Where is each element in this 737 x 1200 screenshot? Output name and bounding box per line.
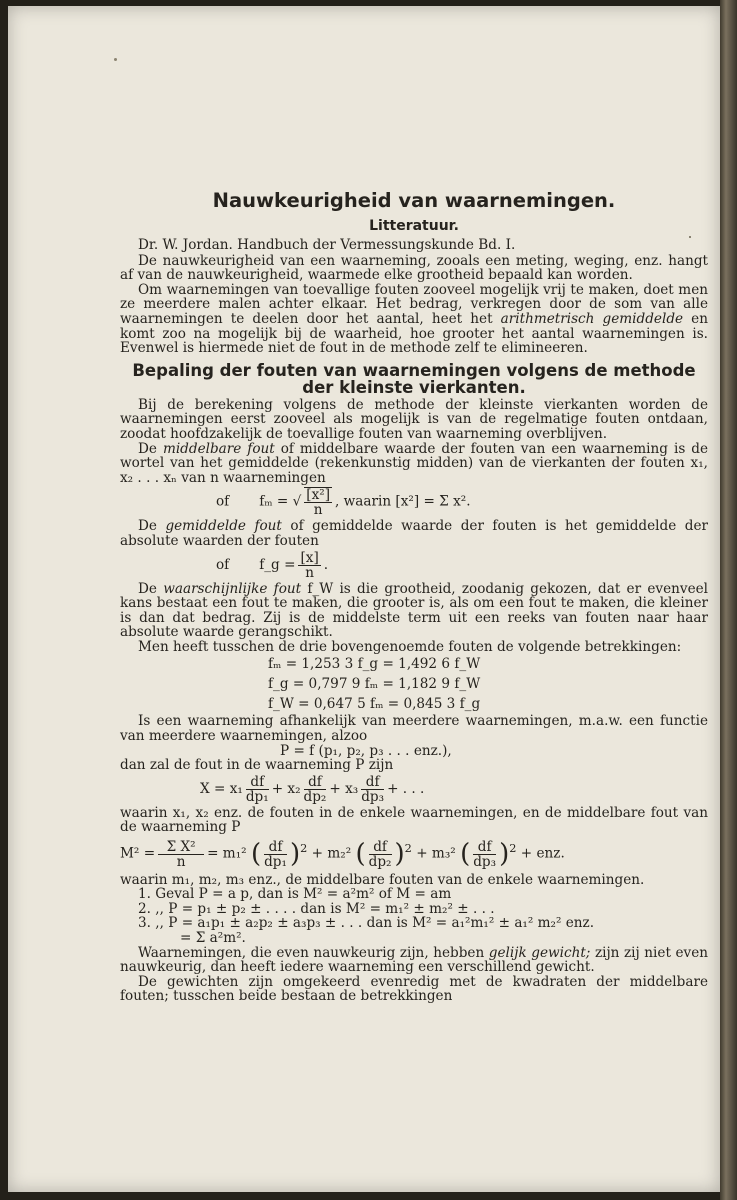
italic-term: waarschijnlijke fout bbox=[163, 580, 302, 597]
formula-M: M² = $\frac{\text{Σ X²}}{n}$ = m₁² ( $\frac{df}{\text{dp₁}}$ )$^2$ + m₂² ( $\frac{df}{\text{dp₂}}$ )$^2$ + m₃² ( $\frac{df}{\text{dp₃}}$ )$^2$ + enz. bbox=[120, 838, 565, 870]
paragraph: Men heeft tusschen de drie bovengenoemde fouten de volgende betrekkingen: bbox=[138, 638, 682, 655]
paragraph: De gewichten zijn omgekeerd evenredig met de kwadraten der middelbare fouten; tusschen beide bestaan de betrekkingen bbox=[120, 973, 708, 1005]
paragraph: waarin m₁, m₂, m₃ enz., de middelbare fouten van de enkele waarnemingen. bbox=[120, 871, 645, 888]
book-spine bbox=[720, 0, 737, 1200]
section-heading: Bepaling der fouten van waarnemingen volgens de methode der kleinste vierkanten. bbox=[132, 360, 696, 397]
relation-row: f_W = 0,647 5 fₘ = 0,845 3 f_g bbox=[268, 696, 481, 713]
italic-term: gemiddelde fout bbox=[165, 518, 282, 535]
relation-row: f_g = 0,797 9 fₘ = 1,182 9 f_W bbox=[268, 676, 481, 693]
literature-heading: Litteratuur. bbox=[369, 218, 459, 234]
relation-row: fₘ = 1,253 3 f_g = 1,492 6 f_W bbox=[268, 656, 481, 673]
paragraph: De nauwkeurigheid van een waarneming, zooals een meting, weging, enz. hangt af van de nauwkeurigheid, waarmede elke grootheid bepaald kan worden. bbox=[120, 252, 708, 284]
paragraph: Is een waarneming afhankelijk van meerdere waarnemingen, m.a.w. een functie van meerdere waarnemingen, alzoo bbox=[120, 713, 708, 745]
paragraph: De waarschijnlijke fout f_W is die grootheid, zoodanig gekozen, dat er evenveel kans bestaat een fout te maken, die grooter is, als om een fout te maken, die kleiner is dan dat bedrag. Zij is de middelste term uit een reeks van fouten naar haar absolute waarde gerangschikt. bbox=[120, 580, 709, 641]
paragraph: De gemiddelde fout of gemiddelde waarde der fouten is het gemiddelde der absolute waarden der fouten bbox=[120, 518, 708, 549]
case-row: 2. ,, P = p₁ ± p₂ ± . . . . dan is M² = m₁² ± m₂² ± . . . bbox=[138, 900, 495, 917]
paragraph: Waarnemingen, die even nauwkeurig zijn, hebben gelijk gewicht; zijn zij niet even nauwkeurig, dan heeft iedere waarneming een verschillend gewicht. bbox=[120, 944, 709, 976]
formula-X: X = x₁ $\frac{df}{\text{dp₁}}$ + x₂ $\frac{df}{\text{dp₂}}$ + x₃ $\frac{df}{\text{dp₃}}$ + . . . bbox=[200, 773, 425, 805]
paragraph: De middelbare fout of middelbare waarde der fouten van een waarneming is de wortel van het gemiddelde (rekenkunstig midden) van de vierkanten der fouten x₁, x₂ . . . xₙ van n waarnemingen bbox=[120, 440, 709, 486]
formula-P: P = f (p₁, p₂, p₃ . . . enz.), bbox=[280, 742, 452, 759]
case-row: = Σ a²m². bbox=[180, 929, 246, 946]
paragraph: Om waarnemingen van toevallige fouten zooveel mogelijk vrij te maken, doet men ze meerdere malen achter elkaar. Het bedrag, verkregen door de som van alle waarnemingen te deelen door het aantal, heet het arithmetrisch gemiddelde en komt zoo na mogelijk bij de waarheid, hoe grooter het aantal waarnemingen is. Evenwel is hiermede niet de fout in de methode zelf te elimineeren. bbox=[120, 281, 708, 357]
italic-term: arithmetrisch gemiddelde bbox=[500, 310, 684, 327]
page-speck bbox=[114, 58, 117, 61]
literature-reference: Dr. W. Jordan. Handbuch der Vermessungskunde Bd. I. bbox=[138, 237, 516, 253]
italic-term: gelijk gewicht; bbox=[488, 944, 591, 961]
paragraph: Bij de berekening volgens de methode der kleinste vierkanten worden de waarnemingen eerst zooveel als mogelijk is van de regelmatige fouten ontdaan, zoodat hoofdzakelijk de toevallige fouten van waarneming overblijven. bbox=[120, 396, 708, 442]
paragraph: waarin x₁, x₂ enz. de fouten in de enkele waarnemingen, en de middelbare fout van de waarneming P bbox=[120, 804, 708, 836]
page-body bbox=[120, 190, 708, 1004]
case-row: 1. Geval P = a p, dan is M² = a²m² of M = am bbox=[138, 886, 452, 903]
page-title: Nauwkeurigheid van waarnemingen. bbox=[212, 189, 616, 212]
case-row: 3. ,, P = a₁p₁ ± a₂p₂ ± a₃p₃ ± . . . dan is M² = a₁²m₁² ± a₁² m₂² enz. bbox=[138, 915, 595, 932]
italic-term: middelbare fout bbox=[162, 440, 275, 457]
formula-fg: of f_g = $\frac{[x]}{n}$ . bbox=[216, 549, 329, 581]
paragraph: dan zal de fout in de waarneming P zijn bbox=[120, 757, 394, 774]
formula-fm: of fₘ = √ $\frac{\text{[x²]}}{n}$ , waarin [x²] = Σ x². bbox=[216, 487, 471, 519]
